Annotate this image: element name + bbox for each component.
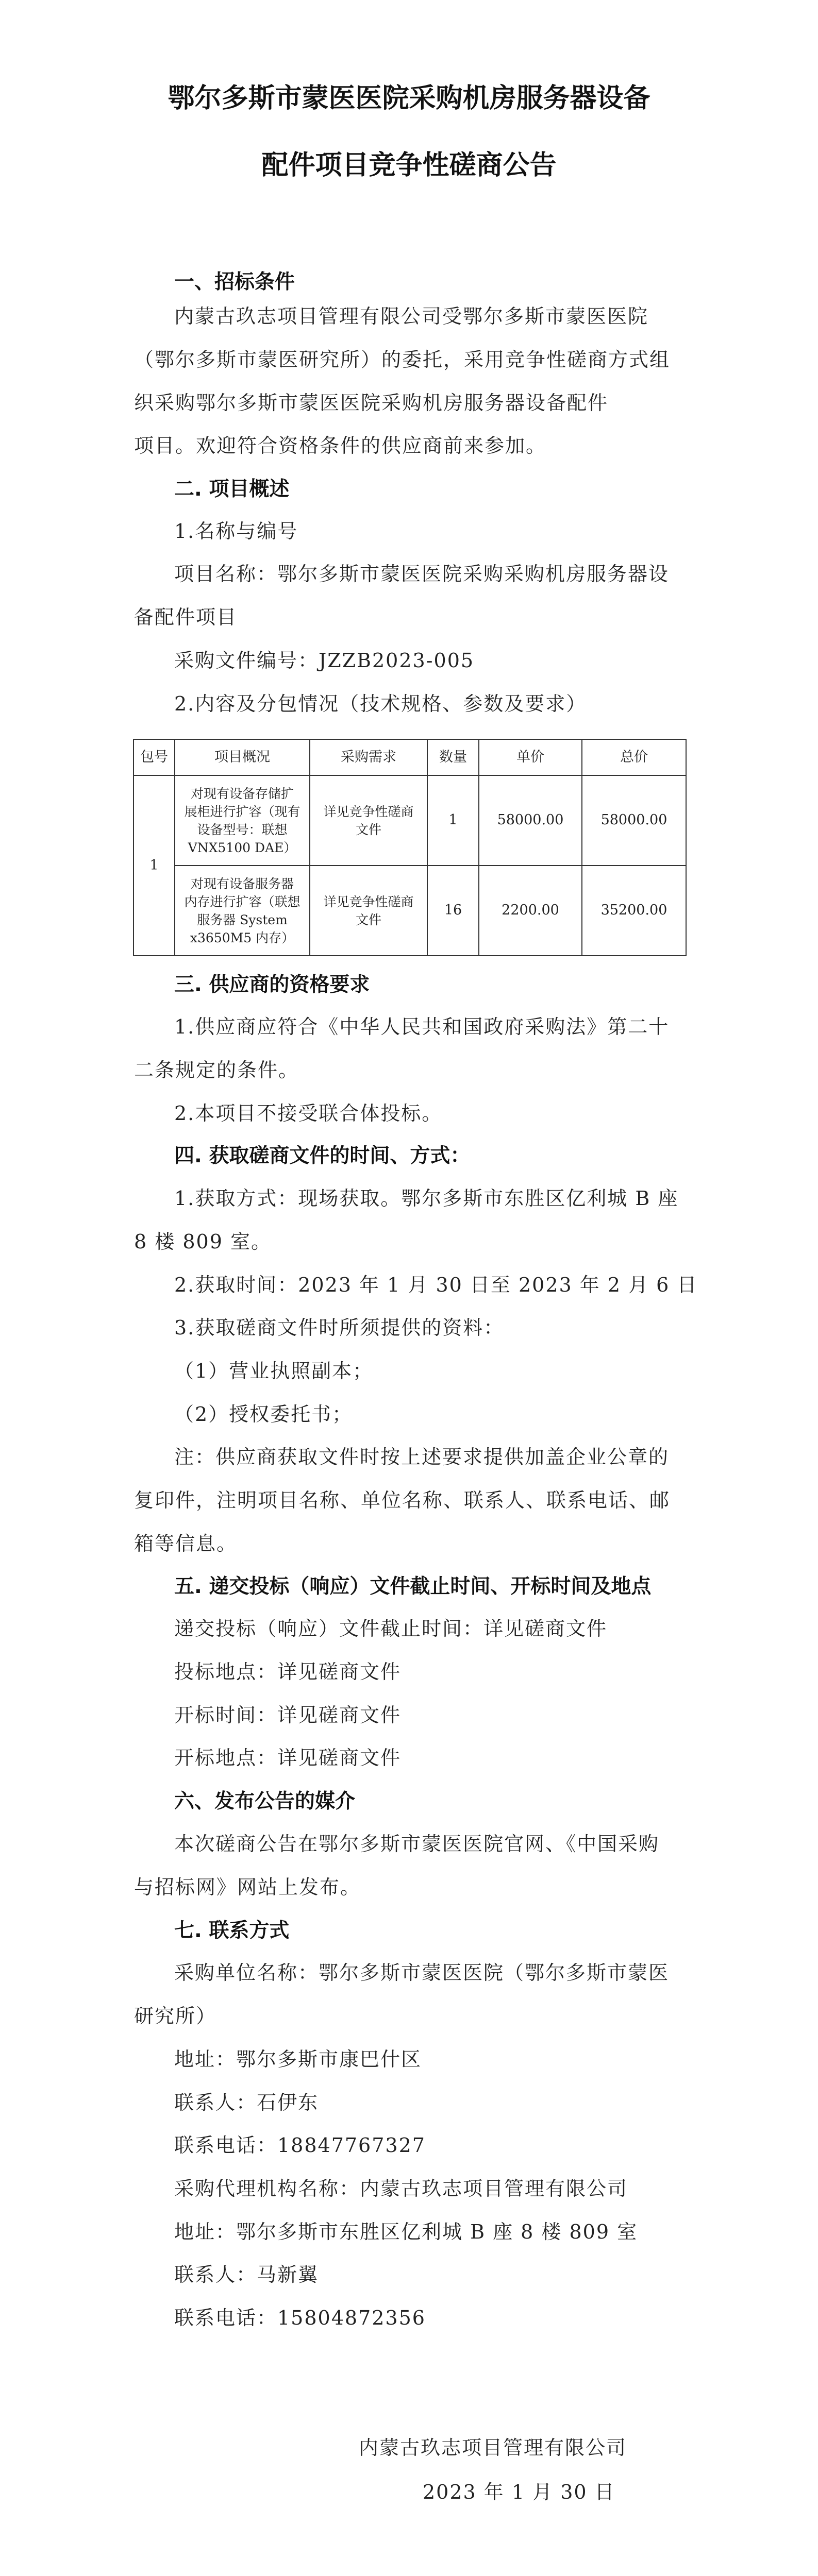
package-table — [133, 739, 687, 956]
section-heading-contact: 七. 联系方式 — [174, 1919, 290, 1942]
column-header: 项目概况 — [175, 739, 310, 775]
paragraph-line: 联系电话：15804872356 — [174, 2307, 426, 2329]
item-total-price: 35200.00 — [582, 866, 686, 956]
paragraph-line: 3.获取磋商文件时所须提供的资料： — [174, 1316, 505, 1339]
section-heading-publication-media: 六、发布公告的媒介 — [174, 1790, 356, 1813]
project-name-line: 备配件项目 — [134, 606, 238, 629]
paragraph-line: 本次磋商公告在鄂尔多斯市蒙医医院官网、《中国采购 — [174, 1833, 660, 1855]
paragraph-line: 2.获取时间：2023 年 1 月 30 日至 2023 年 2 月 6 日 — [174, 1274, 698, 1296]
paragraph-line: 联系人：石伊东 — [174, 2091, 319, 2114]
paragraph-line: 二条规定的条件。 — [134, 1059, 299, 1081]
paragraph-line: 研究所） — [134, 2005, 217, 2027]
paragraph-line: 箱等信息。 — [134, 1532, 238, 1555]
section-heading-obtain-documents: 四. 获取磋商文件的时间、方式： — [174, 1144, 471, 1167]
subheading-name-code: 1.名称与编号 — [174, 520, 298, 543]
item-total-price: 58000.00 — [582, 775, 686, 866]
page-title-line1: 鄂尔多斯市蒙医医院采购机房服务器设备 — [168, 82, 650, 114]
column-header: 数量 — [427, 739, 479, 775]
paragraph-line: 与招标网》网站上发布。 — [134, 1876, 361, 1899]
package-number: 1 — [133, 775, 175, 956]
table-row — [133, 775, 686, 866]
paragraph-line: 联系电话：18847767327 — [174, 2134, 426, 2157]
table-header-row — [133, 739, 686, 775]
paragraph-line: 地址：鄂尔多斯市东胜区亿利城 B 座 8 楼 809 室 — [174, 2221, 638, 2243]
paragraph-line: 复印件，注明项目名称、单位名称、联系人、联系电话、邮 — [134, 1489, 671, 1512]
paragraph-line: 采购代理机构名称：内蒙古玖志项目管理有限公司 — [174, 2177, 628, 2200]
section-heading-supplier-qualification: 三. 供应商的资格要求 — [174, 973, 370, 996]
column-header: 单价 — [479, 739, 582, 775]
section-heading-submission-opening: 五. 递交投标（响应）文件截止时间、开标时间及地点 — [174, 1575, 652, 1598]
section-heading-tender-conditions: 一、招标条件 — [174, 270, 295, 294]
paragraph-line: 开标时间：详见磋商文件 — [174, 1704, 402, 1726]
section-heading-project-overview: 二. 项目概述 — [174, 478, 290, 501]
column-header: 包号 — [133, 739, 175, 775]
paragraph-line: 8 楼 809 室。 — [134, 1230, 272, 1253]
paragraph-line: （1）营业执照副本； — [174, 1360, 374, 1382]
paragraph-line: 地址：鄂尔多斯市康巴什区 — [174, 2048, 422, 2071]
paragraph-line: 递交投标（响应）文件截止时间：详见磋商文件 — [174, 1617, 608, 1640]
paragraph-line: 织采购鄂尔多斯市蒙医医院采购机房服务器设备配件 — [134, 392, 609, 414]
paragraph-line: 投标地点：详见磋商文件 — [174, 1660, 402, 1683]
item-requirement: 详见竞争性磋商 文件 — [310, 866, 427, 956]
paragraph-line: （2）授权委托书； — [174, 1403, 353, 1426]
paragraph-line: 内蒙古玖志项目管理有限公司受鄂尔多斯市蒙医医院 — [174, 305, 649, 328]
column-header: 总价 — [582, 739, 686, 775]
paragraph-line: 项目。欢迎符合资格条件的供应商前来参加。 — [134, 434, 547, 457]
subheading-content-packages: 2.内容及分包情况（技术规格、参数及要求） — [174, 692, 587, 715]
footer-organization: 内蒙古玖志项目管理有限公司 — [359, 2436, 627, 2459]
column-header: 采购需求 — [310, 739, 427, 775]
item-unit-price: 2200.00 — [479, 866, 582, 956]
procurement-code: 采购文件编号：JZZB2023-005 — [174, 649, 475, 672]
paragraph-line: 1.供应商应符合《中华人民共和国政府采购法》第二十 — [174, 1015, 670, 1038]
footer-date: 2023 年 1 月 30 日 — [423, 2481, 615, 2503]
paragraph-line: 1.获取方式：现场获取。鄂尔多斯市东胜区亿利城 B 座 — [174, 1187, 679, 1210]
table-row — [133, 866, 686, 956]
item-quantity: 16 — [427, 866, 479, 956]
paragraph-line: 联系人：马新翼 — [174, 2263, 319, 2286]
paragraph-line: 注：供应商获取文件时按上述要求提供加盖企业公章的 — [174, 1446, 670, 1468]
paragraph-line: （鄂尔多斯市蒙医研究所）的委托，采用竞争性磋商方式组 — [134, 348, 671, 371]
paragraph-line: 采购单位名称：鄂尔多斯市蒙医医院（鄂尔多斯市蒙医 — [174, 1961, 670, 1984]
item-requirement: 详见竞争性磋商 文件 — [310, 775, 427, 866]
page-title-line2: 配件项目竞争性磋商公告 — [261, 149, 557, 181]
project-name-line: 项目名称：鄂尔多斯市蒙医医院采购采购机房服务器设 — [174, 563, 670, 585]
item-description: 对现有设备服务器 内存进行扩容（联想 服务器 System x3650M5 内存） — [175, 866, 310, 956]
item-description: 对现有设备存储扩 展柜进行扩容（现有 设备型号：联想 VNX5100 DAE） — [175, 775, 310, 866]
paragraph-line: 2.本项目不接受联合体投标。 — [174, 1102, 443, 1125]
paragraph-line: 开标地点：详见磋商文件 — [174, 1747, 402, 1769]
item-quantity: 1 — [427, 775, 479, 866]
item-unit-price: 58000.00 — [479, 775, 582, 866]
